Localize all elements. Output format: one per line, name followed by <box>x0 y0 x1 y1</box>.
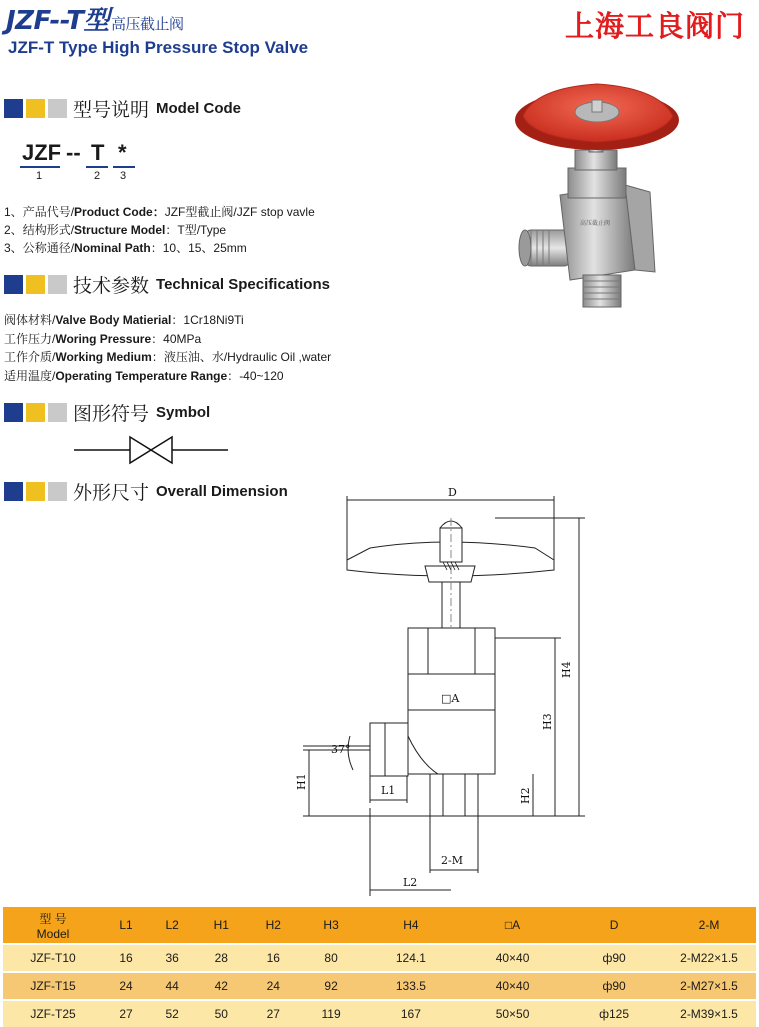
table-header-row <box>3 907 756 944</box>
table-header-H3: H3 <box>299 907 362 944</box>
section-title-en: Technical Specifications <box>156 275 330 293</box>
section-marker-yellow <box>26 275 45 294</box>
product-title <box>6 0 184 37</box>
tech-spec-material: 阀体材料/Valve Body Matierial：1Cr18Ni9Ti <box>4 313 244 327</box>
dimension-drawing <box>295 478 605 900</box>
section-marker-gray <box>48 275 67 294</box>
table-header-D: D <box>566 907 662 944</box>
section-dimension-heading <box>4 480 288 502</box>
section-marker-yellow <box>26 482 45 501</box>
section-title-en: Symbol <box>156 403 211 421</box>
table-cell: JZF-T10 <box>3 944 103 972</box>
table-cell: 80 <box>299 944 362 972</box>
section-title-cn: 图形符号 <box>73 402 150 425</box>
section-tech-heading <box>4 273 330 295</box>
table-cell: 27 <box>103 1000 149 1027</box>
model-code-part-1: JZF <box>22 140 62 165</box>
table-cell: ф90 <box>566 972 662 1000</box>
section-title-en: Model Code <box>156 99 242 117</box>
dim-label-D: D <box>448 486 457 499</box>
table-header-H1: H1 <box>195 907 247 944</box>
model-code-underline-1 <box>20 166 60 168</box>
tech-spec-pressure: 工作压力/Woring Pressure：40MPa <box>4 332 202 346</box>
dim-label-H2: H2 <box>519 787 532 804</box>
table-cell: 44 <box>149 972 195 1000</box>
table-cell: 133.5 <box>363 972 459 1000</box>
section-title-cn: 外形尺寸 <box>73 481 150 504</box>
model-code-underline-2 <box>86 166 108 168</box>
table-cell: 24 <box>247 972 299 1000</box>
product-model-cn: 高压截止阀 <box>111 15 184 33</box>
model-code-underline-3 <box>113 166 135 168</box>
model-code-item-2: 2、结构形式/Structure Model：T型/Type <box>4 223 227 237</box>
table-cell: 40×40 <box>459 972 566 1000</box>
table-row <box>3 1000 756 1027</box>
dim-label-L1: L1 <box>381 784 396 797</box>
table-header-H2: H2 <box>247 907 299 944</box>
model-code-item-1: 1、产品代号/Product Code：JZF型截止阀/JZF stop vavle <box>4 205 315 219</box>
tech-spec-medium: 工作介质/Working Medium：液压油、水/Hydraulic Oil ,water <box>4 350 332 364</box>
section-title-en: Overall Dimension <box>156 482 288 500</box>
valve-photo <box>505 80 735 320</box>
table-cell: 2-M39×1.5 <box>662 1000 756 1027</box>
dim-label-M: 2-M <box>441 854 463 867</box>
table-cell: 27 <box>247 1000 299 1027</box>
table-cell: 2-M22×1.5 <box>662 944 756 972</box>
table-header-M: 2-M <box>662 907 756 944</box>
table-cell: ф125 <box>566 1000 662 1027</box>
dim-label-H4: H4 <box>560 661 573 678</box>
dim-label-A: □A <box>441 692 460 705</box>
section-marker-gray <box>48 99 67 118</box>
table-cell: 24 <box>103 972 149 1000</box>
product-subtitle: JZF-T Type High Pressure Stop Valve <box>8 38 309 57</box>
section-marker-blue <box>4 275 23 294</box>
model-code-number-3: 3 <box>120 170 127 182</box>
model-code-separator: -- <box>66 140 81 165</box>
model-code-part-3: * <box>118 140 127 165</box>
valve-symbol-icon <box>72 435 232 467</box>
section-marker-gray <box>48 482 67 501</box>
dim-label-H3: H3 <box>541 713 554 730</box>
table-row <box>3 944 756 972</box>
table-cell: 52 <box>149 1000 195 1027</box>
tech-spec-temperature: 适用温度/Operating Temperature Range：-40~120 <box>4 369 284 383</box>
section-title-cn: 型号说明 <box>73 98 150 121</box>
table-cell: 119 <box>299 1000 362 1027</box>
dim-label-H1: H1 <box>295 773 308 790</box>
table-cell: 16 <box>103 944 149 972</box>
model-code-item-3: 3、公称通径/Nominal Path：10、15、25mm <box>4 241 247 255</box>
table-cell: JZF-T25 <box>3 1000 103 1027</box>
table-cell: 42 <box>195 972 247 1000</box>
table-cell: 50 <box>195 1000 247 1027</box>
section-marker-gray <box>48 403 67 422</box>
model-code-part-2: T <box>91 140 105 165</box>
section-symbol-heading <box>4 401 210 423</box>
product-model: JZF--T型 <box>6 6 109 36</box>
table-cell: 28 <box>195 944 247 972</box>
section-title-cn: 技术参数 <box>73 274 150 297</box>
table-cell: 36 <box>149 944 195 972</box>
table-header-L2: L2 <box>149 907 195 944</box>
brand-name: 上海工良阀门 <box>564 9 745 43</box>
section-marker-blue <box>4 99 23 118</box>
section-marker-yellow <box>26 99 45 118</box>
dimensions-table <box>3 907 756 1027</box>
table-row <box>3 972 756 1000</box>
section-marker-blue <box>4 482 23 501</box>
table-cell: 92 <box>299 972 362 1000</box>
table-header-A: □A <box>459 907 566 944</box>
svg-text:高压截止阀: 高压截止阀 <box>580 220 611 227</box>
table-header-H4: H4 <box>363 907 459 944</box>
model-code-number-2: 2 <box>94 170 101 182</box>
section-marker-blue <box>4 403 23 422</box>
table-cell: 16 <box>247 944 299 972</box>
table-cell: 2-M27×1.5 <box>662 972 756 1000</box>
table-cell: 40×40 <box>459 944 566 972</box>
table-cell: 50×50 <box>459 1000 566 1027</box>
table-cell: 167 <box>363 1000 459 1027</box>
table-header-L1: L1 <box>103 907 149 944</box>
dim-label-L2: L2 <box>403 876 418 889</box>
table-header-model: 型 号 Model <box>3 907 103 944</box>
table-cell: ф90 <box>566 944 662 972</box>
section-marker-yellow <box>26 403 45 422</box>
model-code-number-1: 1 <box>36 170 43 182</box>
table-cell: JZF-T15 <box>3 972 103 1000</box>
section-model-code-heading <box>4 97 241 119</box>
dim-label-angle: 37° <box>331 743 351 756</box>
table-cell: 124.1 <box>363 944 459 972</box>
